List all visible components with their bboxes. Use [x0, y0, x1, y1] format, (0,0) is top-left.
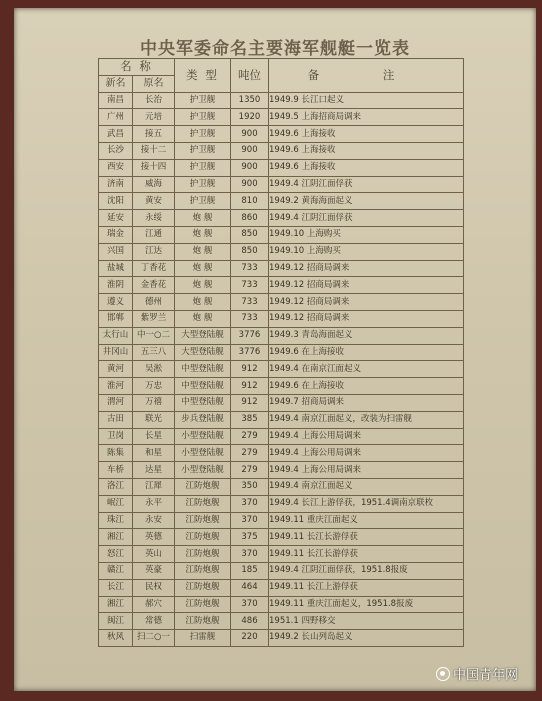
table-row	[99, 327, 464, 344]
table-row	[99, 378, 464, 395]
ship-tonnage: 900	[231, 126, 269, 143]
ship-note: 1949.12 招商局调来	[269, 260, 464, 277]
ship-tonnage: 279	[231, 428, 269, 445]
exhibit-board	[14, 8, 536, 691]
ship-old-name: 郝穴	[133, 596, 175, 613]
table-row	[99, 394, 464, 411]
ship-old-name: 黄安	[133, 193, 175, 210]
ship-new-name: 兴国	[99, 243, 133, 260]
ship-old-name: 五三八	[133, 344, 175, 361]
ship-note: 1949.10 上海购买	[269, 243, 464, 260]
ship-new-name: 沈阳	[99, 193, 133, 210]
ship-new-name: 渭河	[99, 394, 133, 411]
table-row	[99, 294, 464, 311]
ship-type: 江防炮舰	[175, 478, 231, 495]
ship-note: 1949.4 长江上游俘获，1951.4调南京联枚	[269, 495, 464, 512]
ship-tonnage: 279	[231, 445, 269, 462]
table-row	[99, 310, 464, 327]
table-row	[99, 159, 464, 176]
ship-note: 1949.9 长江口起义	[269, 92, 464, 109]
ship-type: 江防炮舰	[175, 613, 231, 630]
ship-type: 炮 舰	[175, 243, 231, 260]
ship-note: 1949.4 江阴江面俘获	[269, 210, 464, 227]
ship-type: 小型登陆舰	[175, 445, 231, 462]
ship-tonnage: 912	[231, 394, 269, 411]
ship-old-name: 吴淞	[133, 361, 175, 378]
table-row	[99, 546, 464, 563]
ship-old-name: 中一○二	[133, 327, 175, 344]
ship-new-name: 邯郸	[99, 310, 133, 327]
ship-old-name: 扫二○一	[133, 630, 175, 647]
ship-new-name: 广州	[99, 109, 133, 126]
ship-new-name: 长江	[99, 579, 133, 596]
table-row	[99, 613, 464, 630]
ship-tonnage: 733	[231, 294, 269, 311]
ship-tonnage: 385	[231, 411, 269, 428]
ship-note: 1949.11 重庆江面起义，1951.8报废	[269, 596, 464, 613]
ship-note: 1949.6 上海接收	[269, 159, 464, 176]
ship-tonnage: 3776	[231, 344, 269, 361]
ship-note: 1951.1 四野移交	[269, 613, 464, 630]
ship-note: 1949.11 长江长游俘获	[269, 546, 464, 563]
ship-type: 江防炮舰	[175, 495, 231, 512]
ship-tonnage: 900	[231, 142, 269, 159]
ship-old-name: 金香花	[133, 277, 175, 294]
ship-note: 1949.4 上海公用局调来	[269, 428, 464, 445]
ship-note: 1949.10 上海购买	[269, 226, 464, 243]
ship-new-name: 瑞金	[99, 226, 133, 243]
ship-new-name: 赣江	[99, 562, 133, 579]
ship-type: 小型登陆舰	[175, 428, 231, 445]
ship-new-name: 秋风	[99, 630, 133, 647]
header-new-name: 新名	[99, 75, 133, 92]
ship-tonnage: 810	[231, 193, 269, 210]
ship-type: 江防炮舰	[175, 512, 231, 529]
ship-old-name: 万禧	[133, 394, 175, 411]
table-row	[99, 462, 464, 479]
ship-type: 护卫舰	[175, 193, 231, 210]
ship-note: 1949.2 长山列岛起义	[269, 630, 464, 647]
ship-old-name: 元培	[133, 109, 175, 126]
header-row	[99, 59, 464, 76]
ship-new-name: 陈集	[99, 445, 133, 462]
ship-old-name: 威海	[133, 176, 175, 193]
ship-tonnage: 370	[231, 495, 269, 512]
table-row	[99, 512, 464, 529]
ship-old-name: 和星	[133, 445, 175, 462]
board-title: 中央军委命名主要海军舰艇一览表	[140, 39, 410, 59]
table-row	[99, 596, 464, 613]
ship-old-name: 江达	[133, 243, 175, 260]
ship-type: 江防炮舰	[175, 546, 231, 563]
ship-new-name: 太行山	[99, 327, 133, 344]
ship-note: 1949.12 招商局调来	[269, 294, 464, 311]
ship-type: 护卫舰	[175, 176, 231, 193]
table-row	[99, 495, 464, 512]
ship-type: 炮 舰	[175, 310, 231, 327]
ship-tonnage: 279	[231, 462, 269, 479]
ship-tonnage: 912	[231, 361, 269, 378]
ship-type: 护卫舰	[175, 126, 231, 143]
ship-tonnage: 370	[231, 512, 269, 529]
weibo-icon	[436, 667, 450, 681]
ship-type: 小型登陆舰	[175, 462, 231, 479]
ship-type: 大型登陆舰	[175, 327, 231, 344]
ship-note: 1949.4 南京江面起义，改装为扫雷舰	[269, 411, 464, 428]
ship-note: 1949.2 黄海海面起义	[269, 193, 464, 210]
ship-new-name: 武昌	[99, 126, 133, 143]
ship-note: 1949.7 招商局调来	[269, 394, 464, 411]
table-row	[99, 344, 464, 361]
ship-note: 1949.6 在上海接收	[269, 378, 464, 395]
ship-new-name: 长沙	[99, 142, 133, 159]
ship-type: 江防炮舰	[175, 579, 231, 596]
table-row	[99, 478, 464, 495]
ship-note: 1949.6 上海接收	[269, 126, 464, 143]
ship-old-name: 英山	[133, 546, 175, 563]
ship-tonnage: 900	[231, 176, 269, 193]
ship-new-name: 淮河	[99, 378, 133, 395]
ship-tonnage: 370	[231, 546, 269, 563]
ship-type: 中型登陆舰	[175, 394, 231, 411]
ship-note: 1949.3 青岛海面起义	[269, 327, 464, 344]
ship-old-name: 江通	[133, 226, 175, 243]
ship-tonnage: 370	[231, 596, 269, 613]
ship-old-name: 长治	[133, 92, 175, 109]
ship-tonnage: 350	[231, 478, 269, 495]
ship-tonnage: 220	[231, 630, 269, 647]
ship-tonnage: 733	[231, 260, 269, 277]
ship-old-name: 常德	[133, 613, 175, 630]
ship-new-name: 井冈山	[99, 344, 133, 361]
ship-tonnage: 733	[231, 310, 269, 327]
table-row	[99, 445, 464, 462]
ship-type: 护卫舰	[175, 142, 231, 159]
ship-old-name: 达星	[133, 462, 175, 479]
ship-type: 炮 舰	[175, 226, 231, 243]
ship-note: 1949.4 江阴江面俘获	[269, 176, 464, 193]
table-row	[99, 562, 464, 579]
ship-tonnage: 1920	[231, 109, 269, 126]
ship-new-name: 盐城	[99, 260, 133, 277]
ship-tonnage: 860	[231, 210, 269, 227]
ship-note: 1949.5 上海招商局调来	[269, 109, 464, 126]
watermark-text: 中国青年网	[452, 668, 518, 683]
table-row	[99, 411, 464, 428]
ship-note: 1949.11 重庆江面起义	[269, 512, 464, 529]
header-name: 名 称	[99, 59, 175, 76]
header-notes: 备 注	[269, 59, 464, 93]
ships-table	[98, 58, 464, 647]
ship-tonnage: 912	[231, 378, 269, 395]
ship-tonnage: 185	[231, 562, 269, 579]
ship-new-name: 洛江	[99, 478, 133, 495]
table-row	[99, 428, 464, 445]
table-row	[99, 193, 464, 210]
ship-note: 1949.6 上海接收	[269, 142, 464, 159]
table-row	[99, 579, 464, 596]
ship-type: 中型登陆舰	[175, 361, 231, 378]
ship-old-name: 江犀	[133, 478, 175, 495]
ship-new-name: 卫岗	[99, 428, 133, 445]
ship-type: 护卫舰	[175, 92, 231, 109]
ship-old-name: 民权	[133, 579, 175, 596]
ship-new-name: 车桥	[99, 462, 133, 479]
ship-new-name: 遵义	[99, 294, 133, 311]
ship-old-name: 接十二	[133, 142, 175, 159]
ship-old-name: 永绥	[133, 210, 175, 227]
ship-new-name: 黄河	[99, 361, 133, 378]
ship-old-name: 永安	[133, 512, 175, 529]
table-row	[99, 226, 464, 243]
ship-note: 1949.4 上海公用局调来	[269, 462, 464, 479]
ship-note: 1949.4 在南京江面起义	[269, 361, 464, 378]
ship-old-name: 紫罗兰	[133, 310, 175, 327]
ship-tonnage: 850	[231, 243, 269, 260]
ship-new-name: 珠江	[99, 512, 133, 529]
ship-tonnage: 733	[231, 277, 269, 294]
ship-type: 步兵登陆舰	[175, 411, 231, 428]
ship-new-name: 岷江	[99, 495, 133, 512]
ship-note: 1949.12 招商局调来	[269, 310, 464, 327]
ship-type: 江防炮舰	[175, 562, 231, 579]
ship-type: 扫雷舰	[175, 630, 231, 647]
ship-note: 1949.12 招商局调来	[269, 277, 464, 294]
ship-new-name: 怒江	[99, 546, 133, 563]
ship-tonnage: 1350	[231, 92, 269, 109]
ship-tonnage: 900	[231, 159, 269, 176]
ship-type: 护卫舰	[175, 159, 231, 176]
ship-old-name: 丁香花	[133, 260, 175, 277]
ship-note: 1949.4 南京江面起义	[269, 478, 464, 495]
ship-type: 大型登陆舰	[175, 344, 231, 361]
ship-old-name: 接十四	[133, 159, 175, 176]
table-row	[99, 529, 464, 546]
ship-new-name: 济南	[99, 176, 133, 193]
ship-type: 江防炮舰	[175, 529, 231, 546]
ship-type: 炮 舰	[175, 294, 231, 311]
ship-new-name: 延安	[99, 210, 133, 227]
ship-note: 1949.4 上海公用局调来	[269, 445, 464, 462]
ship-old-name: 长星	[133, 428, 175, 445]
header-type: 类 型	[175, 59, 231, 93]
ship-type: 护卫舰	[175, 109, 231, 126]
ship-tonnage: 464	[231, 579, 269, 596]
table-row	[99, 630, 464, 647]
ship-old-name: 联光	[133, 411, 175, 428]
ship-tonnage: 486	[231, 613, 269, 630]
ship-new-name: 湘江	[99, 529, 133, 546]
source-watermark	[436, 664, 518, 683]
ship-type: 炮 舰	[175, 277, 231, 294]
ship-old-name: 接五	[133, 126, 175, 143]
table-row	[99, 210, 464, 227]
ship-type: 江防炮舰	[175, 596, 231, 613]
ship-tonnage: 850	[231, 226, 269, 243]
ship-new-name: 淮阴	[99, 277, 133, 294]
table-row	[99, 109, 464, 126]
table-row	[99, 243, 464, 260]
ship-old-name: 永平	[133, 495, 175, 512]
ship-tonnage: 3776	[231, 327, 269, 344]
ship-note: 1949.11 长江长游俘获	[269, 529, 464, 546]
ship-old-name: 英豪	[133, 562, 175, 579]
ship-note: 1949.11 长江上游俘获	[269, 579, 464, 596]
table-row	[99, 126, 464, 143]
ship-old-name: 万忠	[133, 378, 175, 395]
ship-new-name: 闽江	[99, 613, 133, 630]
table-row	[99, 277, 464, 294]
header-old-name: 原名	[133, 75, 175, 92]
header-tonnage: 吨位	[231, 59, 269, 93]
table-row	[99, 361, 464, 378]
ship-type: 炮 舰	[175, 210, 231, 227]
ship-old-name: 德州	[133, 294, 175, 311]
table-row	[99, 92, 464, 109]
ship-note: 1949.6 在上海接收	[269, 344, 464, 361]
ship-type: 炮 舰	[175, 260, 231, 277]
table-row	[99, 260, 464, 277]
ship-new-name: 南昌	[99, 92, 133, 109]
ship-new-name: 西安	[99, 159, 133, 176]
ship-tonnage: 375	[231, 529, 269, 546]
ship-old-name: 英德	[133, 529, 175, 546]
table-row	[99, 142, 464, 159]
ship-note: 1949.4 江阴江面俘获，1951.8报废	[269, 562, 464, 579]
ship-type: 中型登陆舰	[175, 378, 231, 395]
ship-new-name: 湘江	[99, 596, 133, 613]
ship-new-name: 古田	[99, 411, 133, 428]
table-row	[99, 176, 464, 193]
